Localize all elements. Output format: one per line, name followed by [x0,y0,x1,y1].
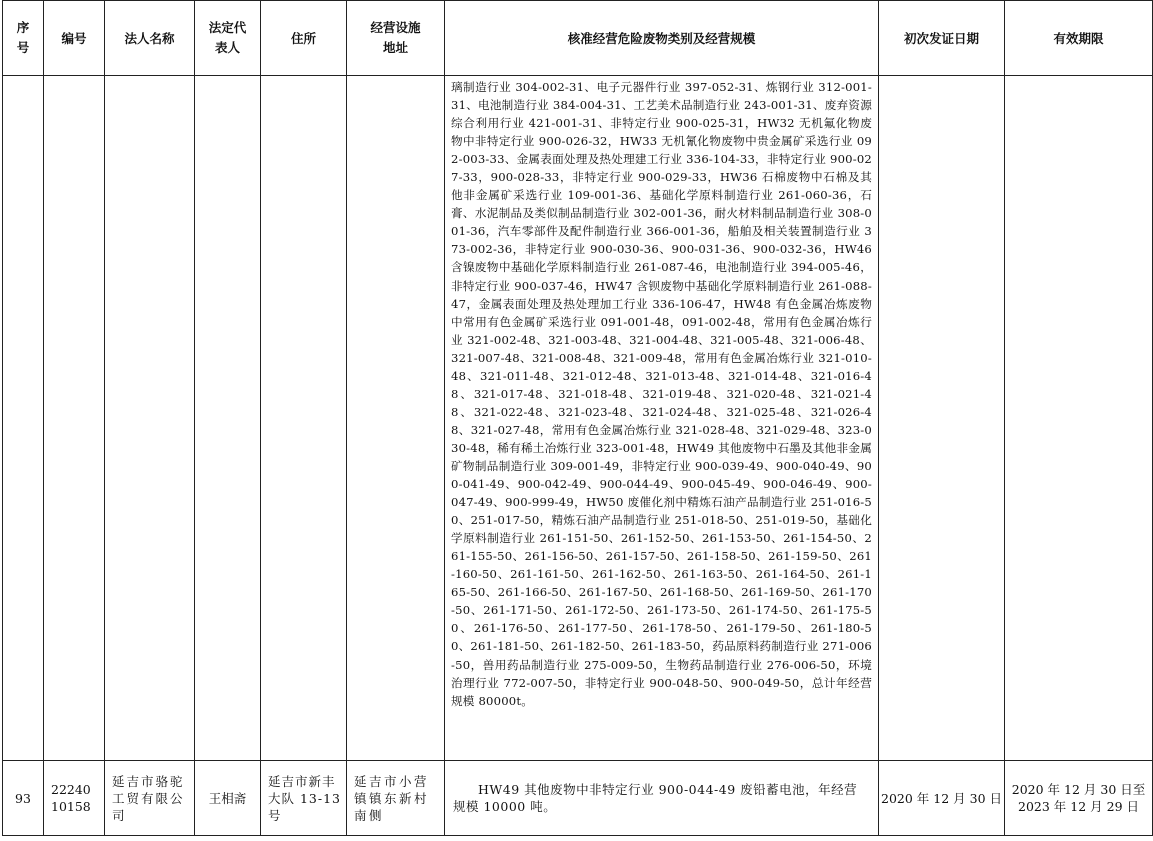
empty-cell [44,76,105,761]
table-row [3,761,1153,836]
row-legal-rep: 王相斋 [195,761,261,836]
col-legal-rep-header: 法定代表人 [195,1,261,76]
col-scope-header: 核准经营危险废物类别及经营规模 [445,1,879,76]
col-first-date-header: 初次发证日期 [879,1,1005,76]
col-validity-header: 有效期限 [1005,1,1153,76]
row-facility: 延吉市小营镇镇东新村南侧 [347,761,445,836]
empty-cell [347,76,445,761]
row-legal-name: 延吉市骆驼工贸有限公司 [105,761,195,836]
empty-cell [879,76,1005,761]
row-address: 延吉市新丰大队 13-13 号 [261,761,347,836]
col-legal-name-header: 法人名称 [105,1,195,76]
header-row [3,1,1153,76]
row-validity: 2020 年 12 月 30 日至 2023 年 12 月 29 日 [1005,761,1153,836]
empty-cell [3,76,44,761]
empty-cell [195,76,261,761]
row-scope: HW49 其他废物中非特定行业 900-044-49 废铅蓄电池，年经营规模 10000 吨。 [445,761,879,836]
col-code-header: 编号 [44,1,105,76]
empty-cell [261,76,347,761]
permit-table [2,0,1153,836]
row-code: 2224010158 [44,761,105,836]
scope-detail-cell: 璃制造行业 304-002-31、电子元器件行业 397-052-31、炼钢行业 312-001-31、电池制造行业 384-004-31、工艺美术品制造行业 243-001-31、废弃资源综合利用行业 421-001-31、非特定行业 900-025-31，HW32 无机氟化物废物中非特定行业 900-026-32，HW33 无机氰化物废物中贵金属矿采选行业 092-003-33、金属表面处理及热处理建工行业 336-104-33，非特定行业 900-027-33，900-028-33，非特定行业 900-029-33，HW36 石棉废物中石棉及其他非金属矿采选行业 109-001-36、基础化学原料制造行业 261-060-36，石膏、水泥制品及类似制品制造行业 302-001-36，耐火材料制品制造行业 308-001-36，汽车零部件及配件制造行业 366-001-36，船舶及相关装置制造行业 373-002-36，非特定行业 900-030-36、900-031-36、900-032-36，HW46 含镍废物中基础化学原料制造行业 261-087-46，电池制造行业 394-005-46，非特定行业 900-037-46，HW47 含钡废物中基础化学原料制造行业 261-088-47，金属表面处理及热处理加工行业 336-106-47，HW48 有色金属冶炼废物中常用有色金属矿采选行业 091-001-48，091-002-48，常用有色金属冶炼行业 321-002-48、321-003-48、321-004-48、321-005-48、321-006-48、321-007-48、321-008-48、321-009-48，常用有色金属冶炼行业 321-010-48、321-011-48、321-012-48、321-013-48、321-014-48、321-016-48、321-017-48、321-018-48、321-019-48、321-020-48、321-021-48、321-022-48、321-023-48、321-024-48、321-025-48、321-026-48、321-027-48，常用有色金属冶炼行业 321-028-48、321-029-48、323-030-48，稀有稀土冶炼行业 323-001-48，HW49 其他废物中石墨及其他非金属矿物制品制造行业 309-001-49，非特定行业 900-039-49、900-040-49、900-041-49、900-042-49、900-044-49、900-045-49、900-046-49、900-047-49、900-999-49，HW50 废催化剂中精炼石油产品制造行业 251-016-50、251-017-50，精炼石油产品制造行业 251-018-50、251-019-50，基础化学原料制造行业 261-151-50、261-152-50、261-153-50、261-154-50、261-155-50、261-156-50、261-157-50、261-158-50、261-159-50、261-160-50、261-161-50、261-162-50、261-163-50、261-164-50、261-165-50、261-166-50、261-167-50、261-168-50、261-169-50、261-170-50、261-171-50、261-172-50、261-173-50、261-174-50、261-175-50、261-176-50、261-177-50、261-178-50、261-179-50、261-180-50、261-181-50、261-182-50、261-183-50，药品原料药制造行业 271-006-50，兽用药品制造行业 275-009-50，生物药品制造行业 276-006-50，环境治理行业 772-007-50，非特定行业 900-048-50、900-049-50，总计年经营规模 80000t。 [445,76,879,761]
empty-cell [1005,76,1153,761]
col-facility-header: 经营设施地址 [347,1,445,76]
col-index-header: 序号 [3,1,44,76]
empty-cell [105,76,195,761]
continued-row [3,76,1153,761]
row-index: 93 [3,761,44,836]
row-first-date: 2020 年 12 月 30 日 [879,761,1005,836]
col-address-header: 住所 [261,1,347,76]
